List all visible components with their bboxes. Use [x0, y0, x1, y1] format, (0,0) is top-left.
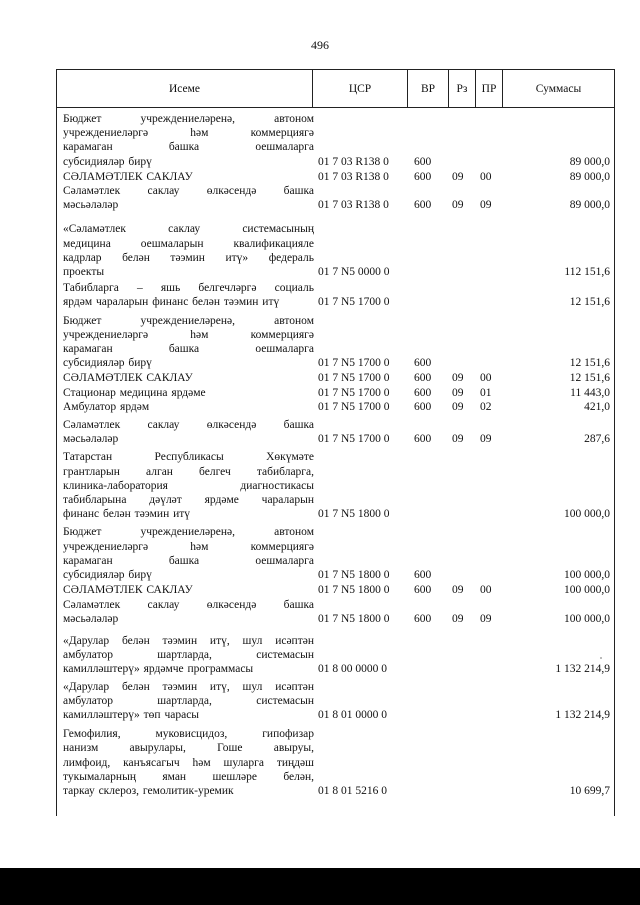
scan-bottom-edge — [0, 868, 640, 905]
row-sum: 100 000,0 — [564, 508, 610, 521]
row-sum: 12 151,6 — [569, 357, 610, 370]
row-sum: 12 151,6 — [569, 296, 610, 309]
row-rz: 09 — [452, 386, 464, 399]
row-name — [57, 184, 314, 212]
row-name — [57, 170, 314, 184]
row-csr: 01 8 00 0000 0 — [318, 663, 387, 676]
row-name — [57, 371, 314, 385]
row-csr: 01 7 N5 1700 0 — [318, 296, 390, 309]
row-name-line: учреждениеләргә һәм коммерциягә — [63, 540, 314, 553]
row-csr: 01 7 N5 1700 0 — [318, 357, 390, 370]
row-name-line: Бюджет учреждениеләренә, автоном — [63, 526, 314, 539]
row-name-line: Сәламәтлек саклау өлкәсендә башка — [63, 185, 314, 198]
row-name — [57, 400, 314, 414]
row-name-line: карамаган башка оешмаларга — [63, 343, 314, 356]
row-name-line: клиника-лаборатория диагностикасы — [63, 479, 314, 492]
row-name-line: «Дарулар белән тәэмин итү, шул исәптән — [63, 680, 314, 693]
row-name — [57, 583, 314, 597]
table-right-border — [614, 108, 615, 816]
row-name-line: таркау склероз, гемолитик-уремик — [63, 784, 234, 797]
row-pr: 09 — [480, 612, 492, 625]
row-sum: 1 132 214,9 — [555, 708, 610, 721]
row-sum: 112 151,6 — [564, 266, 610, 279]
row-name-line: субсидияләр бирү — [63, 357, 152, 370]
row-csr: 01 7 N5 1800 0 — [318, 584, 390, 597]
column-header-name: Исеме — [168, 82, 201, 95]
table-row — [57, 727, 614, 798]
table-row — [57, 400, 614, 414]
row-name-line: мәсьәләләр — [63, 612, 119, 625]
row-rz: 09 — [452, 433, 464, 446]
row-name-line: медицина оешмаларын квалификацияле — [63, 237, 314, 250]
row-sum: 421,0 — [584, 400, 610, 413]
row-name-line: мәсьәләләр — [63, 433, 119, 446]
row-name-line: Сәламәтлек саклау өлкәсендә башка — [63, 598, 314, 611]
row-name-line: субсидияләр бирү — [63, 155, 152, 168]
row-csr: 01 7 N5 0000 0 — [318, 266, 390, 279]
row-name-line: Бюджет учреждениеләренә, автоном — [63, 314, 314, 327]
row-csr: 01 7 N5 1700 0 — [318, 400, 390, 413]
row-csr: 01 7 03 R138 0 — [318, 170, 389, 183]
row-vr: 600 — [414, 433, 432, 446]
table-row — [57, 598, 614, 626]
table-row — [57, 371, 614, 385]
table-body — [57, 112, 614, 798]
row-pr: 01 — [480, 386, 492, 399]
row-vr: 600 — [414, 155, 432, 168]
row-name-line: Сәламәтлек саклау өлкәсендә башка — [63, 419, 314, 432]
row-name-line: амбулатор шартларда, системасын — [63, 694, 314, 707]
row-vr: 600 — [414, 612, 432, 625]
row-rz: 09 — [452, 612, 464, 625]
column-header-rz: Рз — [448, 70, 475, 107]
table-row — [57, 184, 614, 212]
row-name — [57, 634, 314, 677]
row-rz: 09 — [452, 170, 464, 183]
row-name-line: камилләштерү» төп чарасы — [63, 708, 200, 721]
row-name-line: СӘЛАМӘТЛЕК САКЛАУ — [63, 584, 193, 597]
row-rz: 09 — [452, 584, 464, 597]
row-name — [57, 598, 314, 626]
row-pr: 09 — [480, 433, 492, 446]
row-vr: 600 — [414, 199, 432, 212]
row-vr: 600 — [414, 170, 432, 183]
row-name-line: СӘЛАМӘТЛЕК САКЛАУ — [63, 170, 193, 183]
row-csr: 01 7 N5 1700 0 — [318, 372, 390, 385]
table-row — [57, 112, 614, 169]
row-sum: 89 000,0 — [569, 170, 610, 183]
row-csr: 01 8 01 5216 0 — [318, 784, 387, 797]
row-rz: 09 — [452, 199, 464, 212]
row-name-line: карамаган башка оешмаларга — [63, 554, 314, 567]
row-name — [57, 727, 314, 798]
row-name-line: Бюджет учреждениеләренә, автоном — [63, 113, 314, 125]
table-row — [57, 634, 614, 677]
table-row — [57, 450, 614, 521]
row-vr: 600 — [414, 584, 432, 597]
row-sum: 1 132 214,9 — [555, 663, 610, 676]
table-row — [57, 583, 614, 597]
row-name — [57, 386, 314, 400]
row-name-line: ярдәм чараларын финанс белән тәэмин итү — [63, 296, 280, 309]
table-row — [57, 418, 614, 446]
row-rz: 09 — [452, 400, 464, 413]
row-sum: 287,6 — [584, 433, 610, 446]
row-csr: 01 7 N5 1800 0 — [318, 612, 390, 625]
column-header-pr: ПР — [475, 70, 502, 107]
row-name-line: мәсьәләләр — [63, 199, 119, 212]
row-pr: 09 — [480, 199, 492, 212]
row-csr: 01 7 N5 1700 0 — [318, 386, 390, 399]
row-name — [57, 680, 314, 723]
table-header — [56, 69, 615, 108]
row-sum: 100 000,0 — [564, 584, 610, 597]
row-name-line: субсидияләр бирү — [63, 569, 152, 582]
row-name — [57, 222, 314, 279]
row-rz: 09 — [452, 372, 464, 385]
row-name-line: учреждениеләргә һәм коммерциягә — [63, 127, 314, 140]
row-csr: 01 7 03 R138 0 — [318, 155, 389, 168]
column-header-csr: ЦСР — [312, 70, 407, 107]
row-name-line: карамаган башка оешмаларга — [63, 141, 314, 154]
row-name-line: Стационар медицина ярдәме — [63, 386, 206, 399]
row-name — [57, 450, 314, 521]
row-pr: 00 — [480, 372, 492, 385]
scan-speck — [600, 657, 602, 659]
row-sum: 89 000,0 — [569, 155, 610, 168]
row-name — [57, 525, 314, 582]
table-row — [57, 222, 614, 279]
row-name-line: учреждениеләргә һәм коммерциягә — [63, 328, 314, 341]
row-name-line: кадрлар белән тәэмин итү» федераль — [63, 251, 314, 264]
row-csr: 01 7 N5 1700 0 — [318, 433, 390, 446]
row-vr: 600 — [414, 386, 432, 399]
row-name-line: Табибларга – яшь белгечләргә социаль — [63, 282, 314, 295]
row-vr: 600 — [414, 357, 432, 370]
row-pr: 02 — [480, 400, 492, 413]
row-name-line: табибларына дәүләт ярдәме чараларын — [63, 494, 314, 507]
table-row — [57, 281, 614, 309]
row-name-line: нанизм авырулары, Гоше авыруы, — [63, 742, 314, 755]
row-name-line: «Дарулар белән тәэмин итү, шул исәптән — [63, 634, 314, 647]
row-vr: 600 — [414, 372, 432, 385]
row-name-line: амбулатор шартларда, системасын — [63, 649, 314, 662]
page-number: 496 — [311, 38, 329, 52]
row-name-line: тукымаларның яман шешләре белән, — [63, 770, 314, 783]
row-sum: 10 699,7 — [569, 784, 610, 797]
table-row — [57, 314, 614, 371]
row-csr: 01 7 N5 1800 0 — [318, 508, 390, 521]
row-vr: 600 — [414, 400, 432, 413]
row-csr: 01 8 01 0000 0 — [318, 708, 387, 721]
row-name-line: проекты — [63, 266, 105, 279]
row-name — [57, 112, 314, 169]
row-name-line: СӘЛАМӘТЛЕК САКЛАУ — [63, 372, 193, 385]
table-row — [57, 680, 614, 723]
row-name-line: Татарстан Республикасы Хөкүмәте — [63, 451, 314, 464]
row-name — [57, 418, 314, 446]
row-sum: 100 000,0 — [564, 612, 610, 625]
table-row — [57, 170, 614, 184]
row-sum: 100 000,0 — [564, 569, 610, 582]
row-sum: 12 151,6 — [569, 372, 610, 385]
row-sum: 11 443,0 — [570, 386, 610, 399]
row-csr: 01 7 03 R138 0 — [318, 199, 389, 212]
table-row — [57, 386, 614, 400]
column-header-vr: ВР — [407, 70, 448, 107]
row-name — [57, 314, 314, 371]
row-pr: 00 — [480, 170, 492, 183]
row-name-line: финанс белән тәэмин итү — [63, 508, 191, 521]
row-name-line: Гемофилия, муковисцидоз, гипофизар — [63, 728, 314, 741]
table-row — [57, 525, 614, 582]
row-pr: 00 — [480, 584, 492, 597]
row-name-line: грантларын алган белгеч табибларга, — [63, 465, 314, 478]
row-name-line: камилләштерү» ярдәмче программасы — [63, 663, 254, 676]
row-name-line: лимфоид, канъясагыч һәм шуларга тиңдәш — [63, 756, 314, 769]
row-name-line: «Сәламәтлек саклау системасының — [63, 223, 314, 236]
row-sum: 89 000,0 — [569, 199, 610, 212]
row-name-line: Амбулатор ярдәм — [63, 400, 150, 413]
column-header-sum: Суммасы — [502, 70, 614, 107]
row-csr: 01 7 N5 1800 0 — [318, 569, 390, 582]
row-vr: 600 — [414, 569, 432, 582]
row-name — [57, 281, 314, 309]
